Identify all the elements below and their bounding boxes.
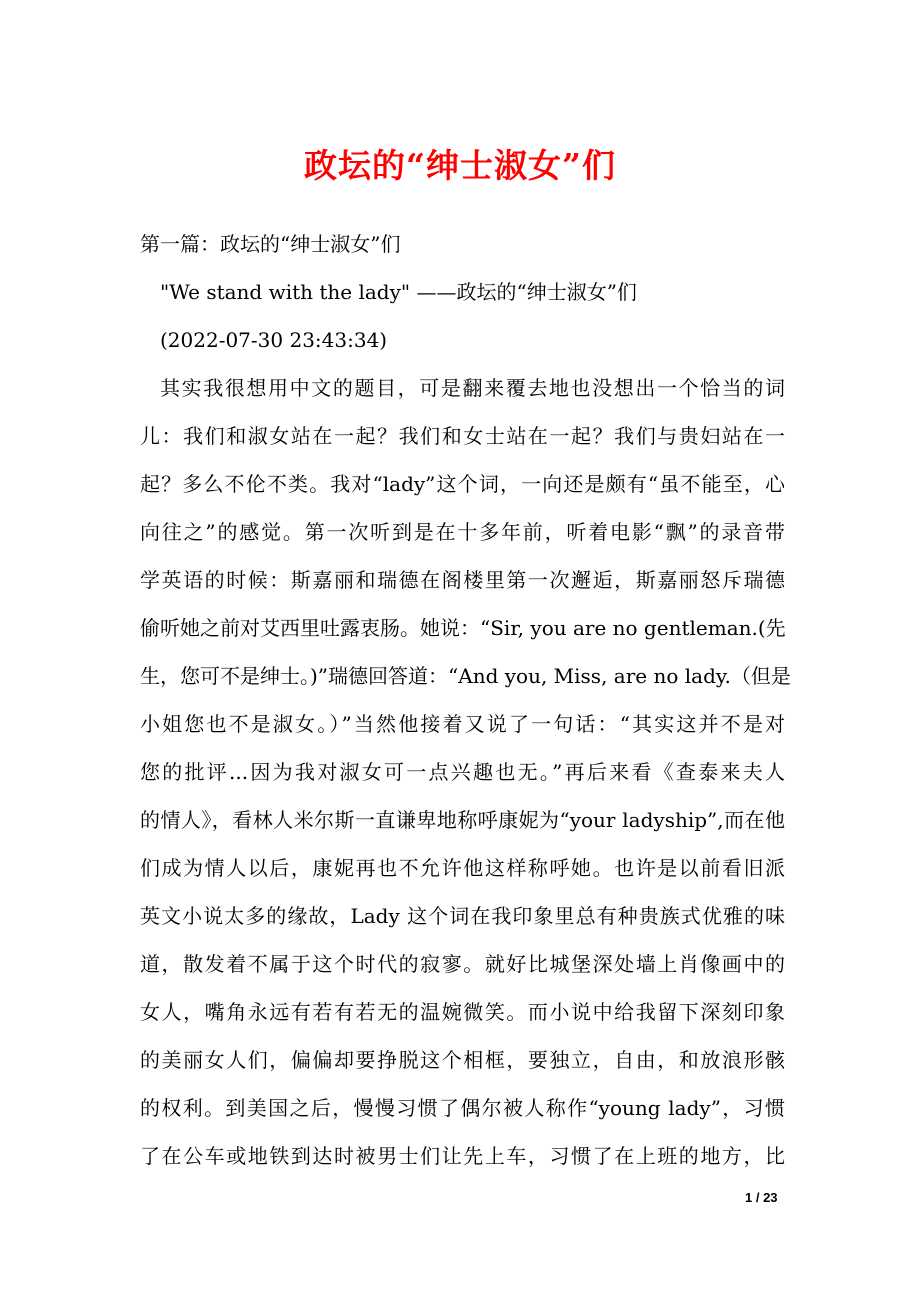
paragraph-line: 小姐您也不是淑女。）”当然他接着又说了一句话：“其实这并不是对 (140, 712, 785, 736)
paragraph-line: 英文小说太多的缘故，Lady 这个词在我印象里总有种贵族式优雅的味 (140, 904, 785, 928)
paragraph-line: 生，您可不是绅士。)”瑞德回答道：“And you, Miss, are no lady.（但是 (140, 664, 791, 688)
paragraph-line: 向往之”的感觉。第一次听到是在十多年前，听着电影“飘”的录音带 (140, 520, 785, 544)
paragraph-line: 儿：我们和淑女站在一起？我们和女士站在一起？我们与贵妇站在一 (140, 424, 785, 448)
paragraph-line: 起？多么不伦不类。我对“lady”这个词，一向还是颇有“虽不能至，心 (140, 472, 785, 496)
paragraph-line: 了在公车或地铁到达时被男士们让先上车，习惯了在上班的地方，比 (140, 1144, 785, 1168)
paragraph-line: 道，散发着不属于这个时代的寂寥。就好比城堡深处墙上肖像画中的 (140, 952, 785, 976)
paragraph-line: 您的批评...因为我对淑女可一点兴趣也无。”再后来看《查泰来夫人 (140, 760, 785, 784)
paragraph-line: 其实我很想用中文的题目，可是翻来覆去地也没想出一个恰当的词 (160, 376, 785, 400)
subtitle: "We stand with the lady" ——政坛的“绅士淑女”们 (160, 280, 637, 304)
paragraph-line: 们成为情人以后，康妮再也不允许他这样称呼她。也许是以前看旧派 (140, 856, 785, 880)
paragraph-line: 的美丽女人们，偏偏却要挣脱这个相框，要独立，自由，和放浪形骸 (140, 1048, 785, 1072)
paragraph-line: 学英语的时候：斯嘉丽和瑞德在阁楼里第一次邂逅，斯嘉丽怒斥瑞德 (140, 568, 785, 592)
page-indicator: 1 / 23 (745, 1190, 778, 1205)
paragraph-line: 偷听她之前对艾西里吐露衷肠。她说：“Sir, you are no gentleman.(先 (140, 616, 786, 640)
document-title: 政坛的“绅士淑女”们 (304, 146, 616, 185)
timestamp: (2022-07-30 23:43:34) (160, 328, 388, 352)
paragraph-line: 的情人》，看林人米尔斯一直谦卑地称呼康妮为“your ladyship”,而在他 (140, 808, 785, 832)
paragraph-line: 的权利。到美国之后，慢慢习惯了偶尔被人称作“young lady”，习惯 (140, 1096, 785, 1120)
paragraph-line: 女人，嘴角永远有若有若无的温婉微笑。而小说中给我留下深刻印象 (140, 1000, 785, 1024)
section-heading: 第一篇：政坛的“绅士淑女”们 (140, 232, 401, 256)
